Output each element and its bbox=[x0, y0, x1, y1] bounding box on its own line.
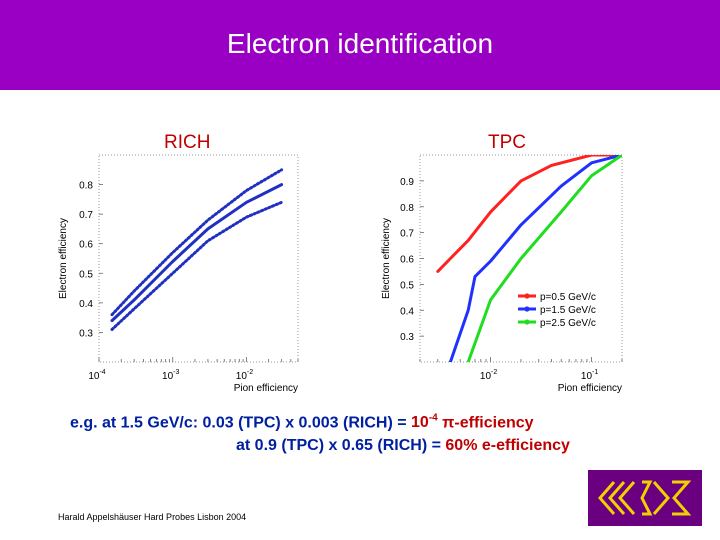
rich-x-tick-base: 10 bbox=[235, 371, 247, 382]
tpc-y-tick-label: 0.8 bbox=[400, 202, 414, 214]
tpc-y-tick-label: 0.5 bbox=[400, 280, 414, 292]
line2-prefix: at 0.9 (TPC) x 0.65 (RICH) = bbox=[236, 437, 446, 454]
rich-series-2-line bbox=[112, 202, 282, 329]
tpc-legend-label-0: p=0.5 GeV/c bbox=[540, 292, 596, 303]
tpc-legend-marker-1 bbox=[524, 306, 529, 311]
rich-y-axis-label: Electron efficiency bbox=[58, 218, 69, 299]
rich-x-tick-label bbox=[162, 369, 179, 382]
tpc-legend-label-1: p=1.5 GeV/c bbox=[540, 305, 596, 316]
rich-plot-frame bbox=[99, 155, 298, 362]
line1-highlight-base: 10 bbox=[411, 414, 429, 432]
tpc-y-tick-label: 0.6 bbox=[400, 254, 414, 266]
rich-x-axis-label: Pion efficiency bbox=[233, 383, 298, 394]
rich-y-tick-label: 0.6 bbox=[79, 239, 93, 251]
line2-highlight: 60% bbox=[445, 437, 478, 454]
footer-text: Harald Appelshäuser Hard Probes Lisbon 2004 bbox=[58, 512, 247, 522]
rich-chart bbox=[55, 150, 315, 395]
tpc-x-tick-label bbox=[480, 369, 497, 382]
rich-x-tick-exp: -2 bbox=[246, 369, 254, 376]
rich-y-tick-label: 0.7 bbox=[79, 210, 93, 222]
slide-title: Electron identification bbox=[226, 28, 494, 59]
line1-highlight bbox=[411, 414, 438, 431]
tpc-panel-label: TPC bbox=[488, 132, 526, 153]
tpc-x-tick-exp: -1 bbox=[592, 369, 599, 376]
rich-series-0-line bbox=[112, 170, 282, 315]
rich-x-tick-base: 10 bbox=[162, 371, 174, 382]
rich-y-tick-label: 0.4 bbox=[79, 298, 93, 310]
tpc-series-group bbox=[438, 155, 622, 362]
tpc-legend-marker-0 bbox=[524, 293, 529, 298]
line1-prefix: e.g. at 1.5 GeV/c: 0.03 (TPC) x 0.003 (RICH) = bbox=[70, 414, 412, 432]
line1-highlight-exp: -4 bbox=[428, 413, 438, 424]
tpc-y-tick-label: 0.9 bbox=[400, 176, 414, 188]
rich-y-tick-label: 0.8 bbox=[79, 180, 93, 192]
tpc-x-axis-label: Pion efficiency bbox=[557, 383, 622, 394]
rich-y-tick-label: 0.3 bbox=[79, 328, 93, 340]
rich-x-tick-label bbox=[236, 369, 253, 382]
tpc-x-tick-base: 10 bbox=[580, 371, 593, 382]
example-line-2 bbox=[236, 437, 570, 455]
rich-x-tick-exp: -3 bbox=[173, 369, 180, 376]
tpc-chart bbox=[378, 150, 648, 395]
line1-suffix: π-efficiency bbox=[437, 414, 534, 432]
rich-series-group bbox=[112, 170, 282, 330]
ceres-logo-icon bbox=[588, 470, 702, 526]
rich-x-tick-label bbox=[88, 369, 105, 382]
rich-x-tick-base: 10 bbox=[88, 371, 100, 382]
tpc-series-1-line bbox=[450, 155, 622, 362]
tpc-y-tick-label: 0.7 bbox=[400, 228, 414, 240]
line2-suffix: e-efficiency bbox=[477, 437, 570, 454]
rich-y-tick-label: 0.5 bbox=[79, 269, 93, 281]
tpc-y-axis-label: Electron efficiency bbox=[381, 218, 392, 299]
tpc-legend-marker-2 bbox=[524, 319, 529, 324]
example-line-1 bbox=[70, 413, 534, 432]
tpc-x-tick-exp: -2 bbox=[491, 369, 498, 376]
tpc-x-tick-label bbox=[581, 369, 598, 382]
tpc-y-tick-label: 0.4 bbox=[400, 306, 414, 318]
rich-x-tick-exp: -4 bbox=[99, 369, 106, 376]
rich-panel-label: RICH bbox=[164, 132, 211, 153]
tpc-legend-label-2: p=2.5 GeV/c bbox=[540, 318, 596, 329]
tpc-y-tick-label: 0.3 bbox=[400, 332, 414, 344]
tpc-x-tick-base: 10 bbox=[479, 371, 492, 382]
